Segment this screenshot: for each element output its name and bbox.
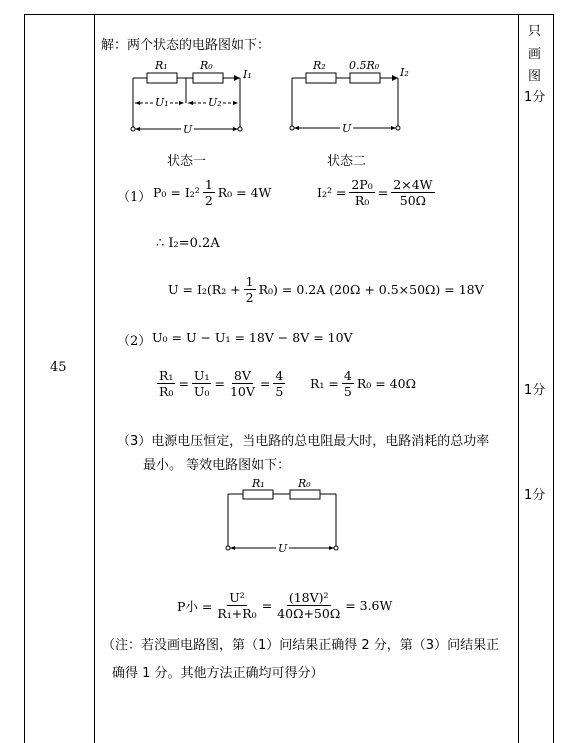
part3-f1-num: U² (229, 590, 245, 605)
state1-u-label: U (183, 123, 193, 136)
part3-r0-label: R₀ (298, 477, 311, 490)
part1-eq1 (153, 177, 271, 208)
state1-u2-label: U₂ (208, 96, 222, 109)
part1-eq2-lhs: I₂² = (317, 185, 347, 200)
part1-eq1-lhs: P₀ = I₂² (153, 185, 200, 200)
part2-f1-num: R₁ (159, 368, 174, 383)
part2-f4-num: 4 (275, 368, 284, 383)
score-header-2: 画 (528, 47, 542, 62)
part1-eq2: I₂² = $\frac{\text{2P₀}}{\text{R₀}}$ = $\frac{2\times 4W}{50\Omega}$ (317, 177, 433, 208)
part2-f2-den: U₀ (193, 384, 210, 399)
part2-f3-den: 10V (229, 384, 255, 399)
intro-text: 解：两个状态的电路图如下： (101, 38, 271, 53)
state2-caption: 状态二 (327, 154, 367, 169)
state2-r0-label: 0.5R₀ (349, 59, 380, 72)
score-2: 1分 (524, 383, 546, 398)
part2-label: （2） (117, 334, 152, 349)
state2-r2-label: R₂ (313, 59, 326, 72)
note-line1: （注：若没画电路图，第（1）问结果正确得 2 分，第（3）问结果正 (102, 638, 500, 653)
state1-r1-label: R₁ (155, 59, 168, 72)
part2-eq2 (310, 368, 416, 399)
state1-caption: 状态一 (167, 154, 207, 169)
state1-u1-label: U₁ (155, 96, 169, 109)
part1-eq3-frac-num: 1 (245, 274, 254, 289)
part1-eq2-frac1-num: 2P₀ (351, 177, 373, 192)
part3-line1: （3）电源电压恒定，当电路的总电阻最大时，电路消耗的总功率 (117, 434, 490, 449)
part2-eq2-frac-den: 5 (343, 384, 352, 399)
part3-eq-rhs: = 3.6W (345, 598, 393, 613)
part1-eq1-frac-den: 2 (204, 193, 213, 208)
part2-eq1: U₀ = U − U₁ = 18V − 8V = 10V (152, 330, 353, 345)
part3-f2-num: (18V)² (288, 590, 329, 605)
part2-ratio-eq: $\frac{\text{R₁}}{\text{R₀}}$ = $\frac{\text{U₁}}{\text{U₀}}$ = $\frac{8V}{10V}$ = $\frac{4}{5}$ (159, 368, 284, 399)
part3-u-label: U (278, 542, 288, 555)
part3-f2-den: 40Ω+50Ω (277, 606, 341, 621)
part1-eq1-rhs: R₀ = 4W (217, 185, 272, 200)
part2-f4-den: 5 (275, 384, 284, 399)
part1-eq3 (168, 274, 484, 305)
part3-r1-label: R₁ (252, 477, 265, 490)
part1-therefore: ∴ I₂=0.2A (156, 236, 220, 251)
score-header-1: 只 (528, 24, 542, 39)
part1-eq2-frac1-den: R₀ (354, 193, 370, 208)
part2-eq2-rhs: R₀ = 40Ω (356, 376, 416, 391)
part1-eq1-frac-num: 1 (204, 177, 213, 192)
part3-line2: 最小。 等效电路图如下： (143, 458, 291, 473)
note-line2: 确得 1 分。其他方法正确均可得分） (112, 666, 324, 681)
state1-r0-label: R₀ (200, 59, 213, 72)
part1-label: （1） (117, 190, 152, 205)
state2-u-label: U (342, 122, 352, 135)
state1-current-label: I₁ (243, 68, 252, 81)
part2-f2-num: U₁ (193, 368, 210, 383)
part1-eq3-lhs: U = I₂(R₂ + (168, 282, 241, 297)
part3-f1-den: R₁+R₀ (217, 606, 257, 621)
part3-power-eq: P小 = $\frac{\text{U²}}{\text{R₁+R₀}}$ = $\frac{\text{(18V)²}}{40\Omega+50\Omega}$ = 3.6W (177, 590, 393, 621)
part1-eq3-frac-den: 2 (245, 290, 254, 305)
state2-current-label: I₂ (400, 66, 409, 79)
part2-f3-num: 8V (233, 368, 251, 383)
part2-f1-den: R₀ (159, 384, 174, 399)
part3-eq-lhs: P小 = (177, 598, 213, 614)
question-number: 45 (50, 360, 67, 375)
score-1: 1分 (524, 90, 546, 105)
score-3: 1分 (524, 488, 546, 503)
part2-eq2-frac-num: 4 (343, 368, 352, 383)
part1-eq3-rhs: R₀) = 0.2A (20Ω + 0.5×50Ω) = 18V (258, 282, 484, 297)
part2-eq2-lhs: R₁ = (310, 376, 339, 391)
part1-eq2-frac2-num: 2×4W (393, 177, 433, 192)
score-header-3: 图 (528, 69, 542, 84)
part1-eq2-frac2-den: 50Ω (399, 193, 427, 208)
